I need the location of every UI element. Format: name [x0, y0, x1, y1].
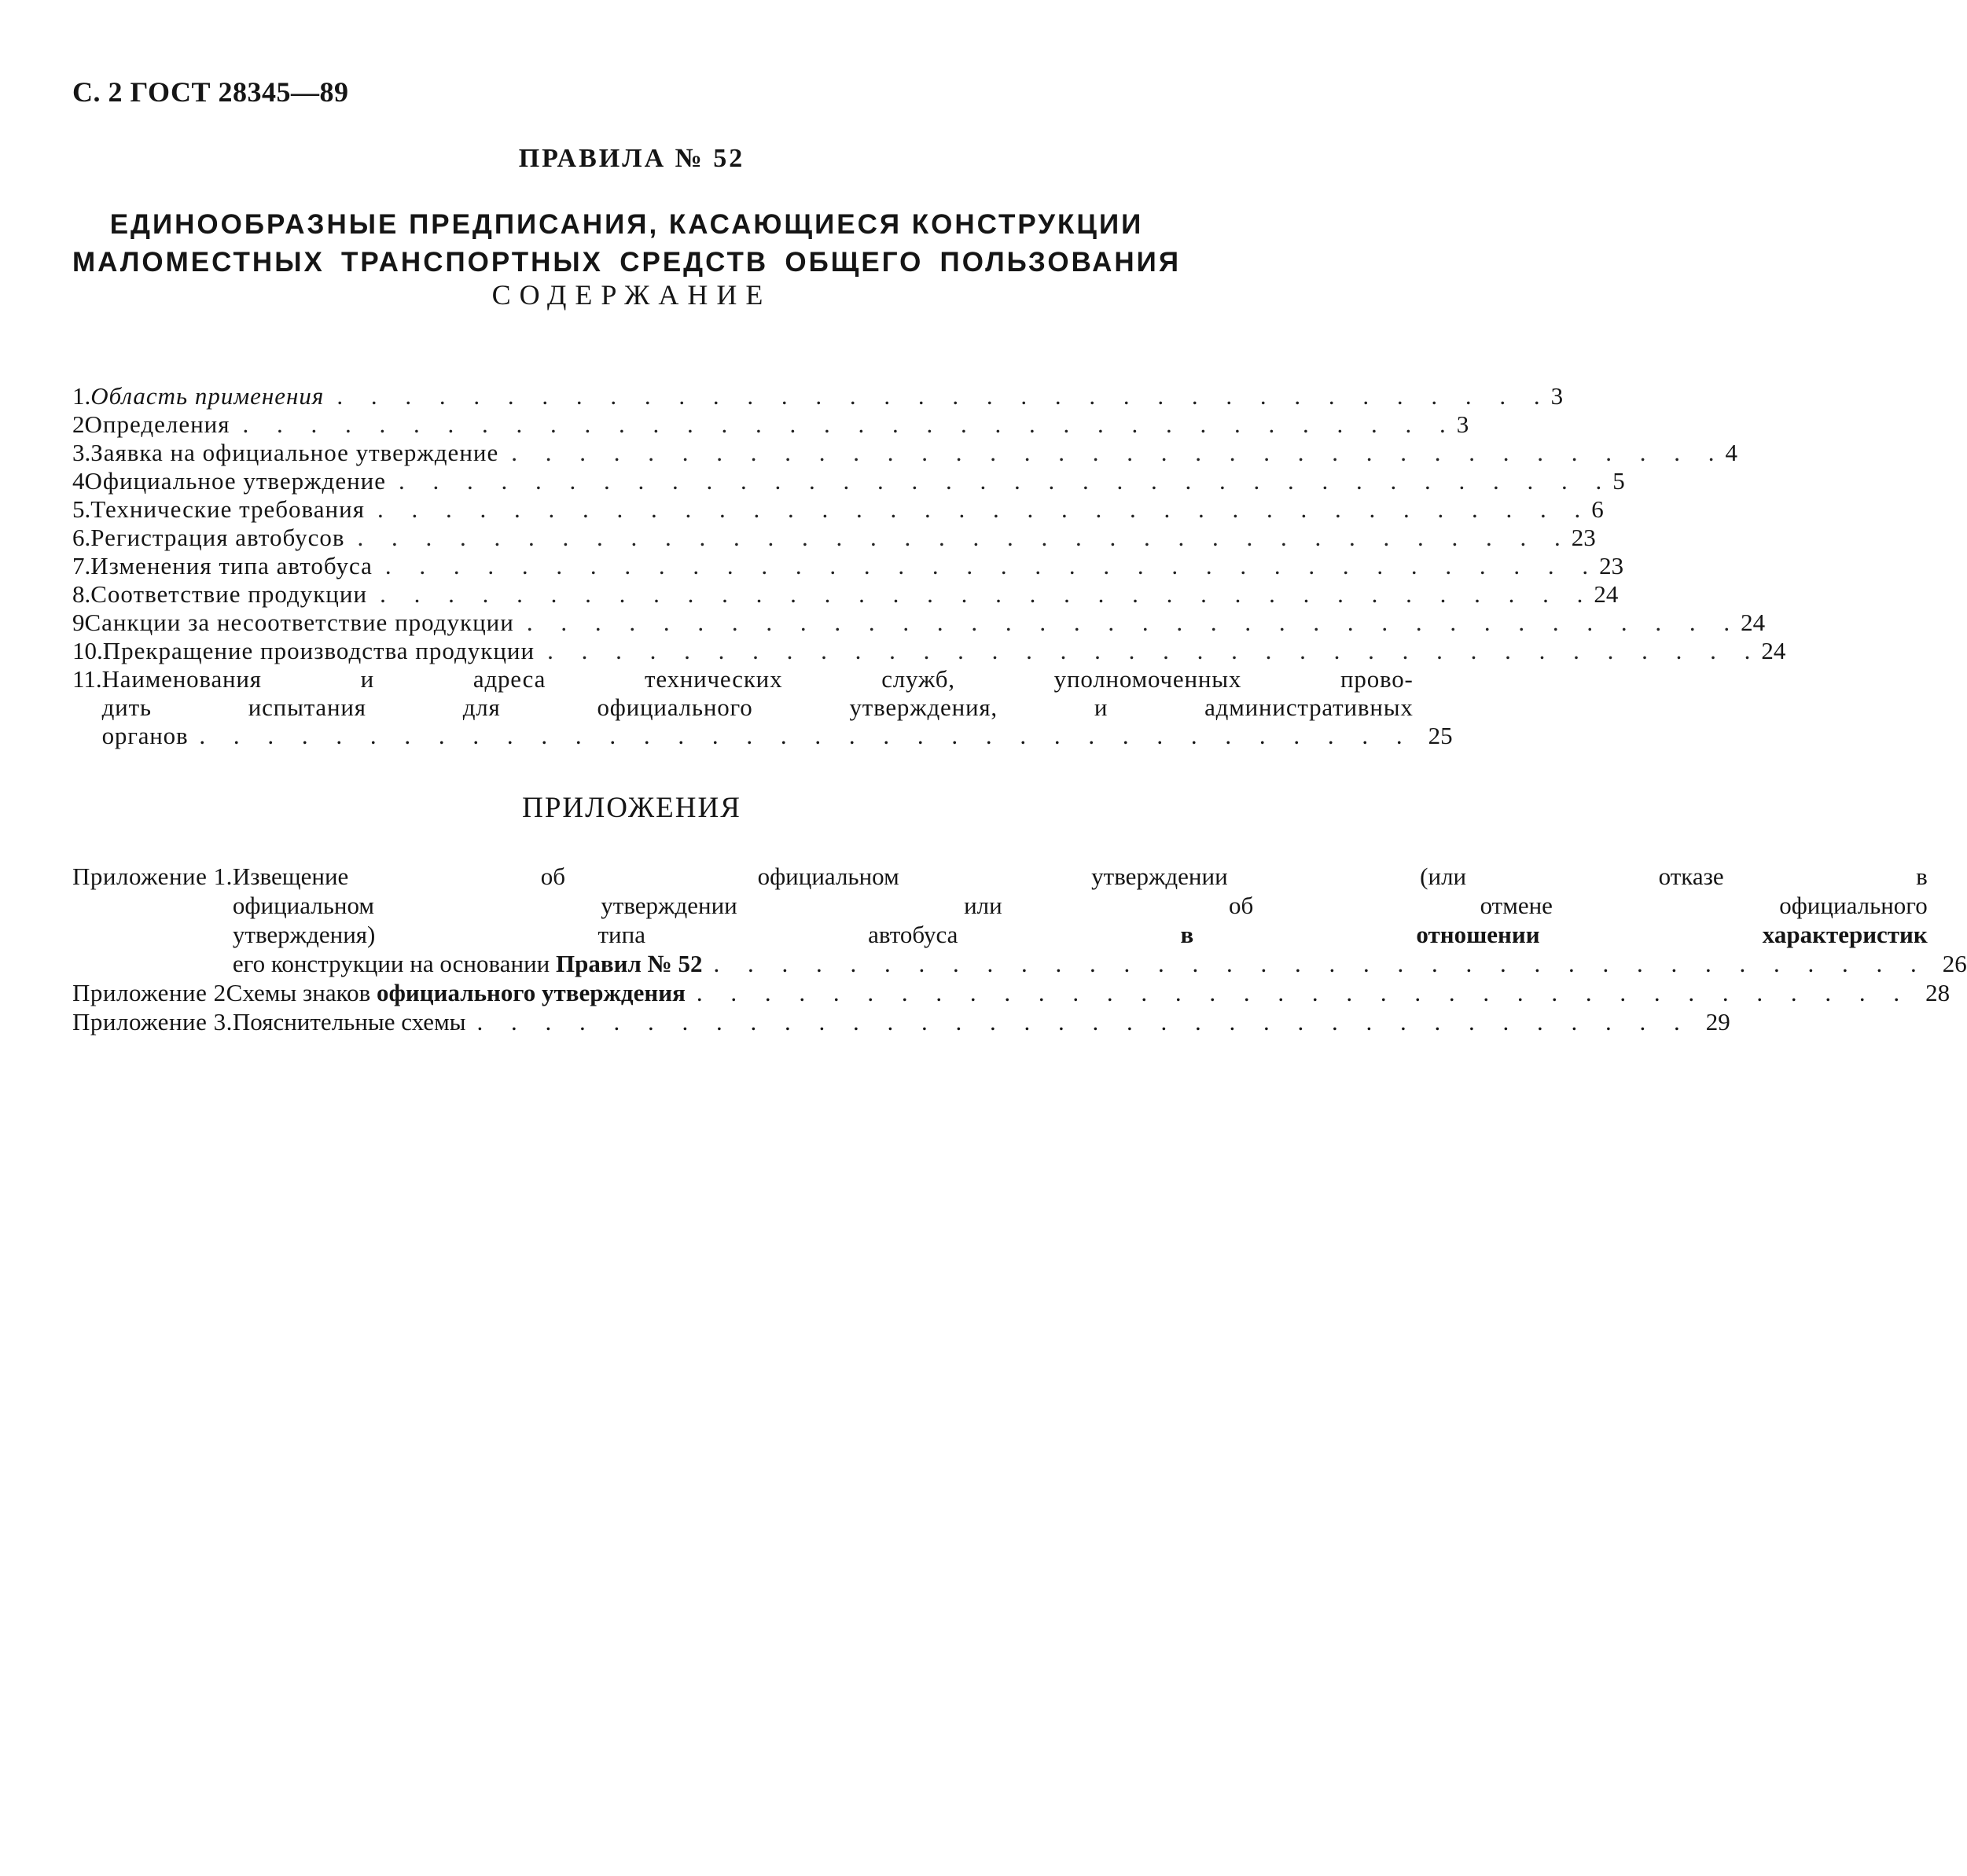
appendix-page: 26 — [1942, 950, 1967, 977]
toc-entry-title: Определения — [84, 410, 230, 438]
toc-entry-number: 3. — [72, 439, 91, 466]
toc-entry-title: Соответствие продукции — [90, 580, 368, 608]
toc-entry-page: 6 — [1591, 495, 1604, 523]
toc-entry-title: Регистрация автобусов — [90, 524, 345, 551]
leader-dots — [514, 609, 1741, 637]
appendix-entry[interactable] — [72, 1007, 1730, 1036]
toc-entry[interactable] — [72, 609, 1766, 637]
toc-entry-page: 25 — [1428, 722, 1453, 749]
toc-entry-page: 24 — [1594, 580, 1619, 608]
toc-entry-number: 11. — [72, 665, 102, 693]
toc-entry[interactable] — [72, 524, 1596, 552]
appendix-title-part: утверждения) типа автобуса — [232, 921, 958, 948]
leader-dots — [367, 580, 1594, 609]
toc-entry-page: 23 — [1571, 524, 1596, 551]
appendix-label: Приложение 2 — [72, 979, 226, 1006]
appendix-title-part: в отношении характеристик — [1180, 921, 1928, 948]
appendix-title-part: его конструкции на основании — [232, 950, 550, 977]
running-head: С. 2 ГОСТ 28345—89 — [72, 76, 349, 108]
appendix-title-line — [233, 949, 703, 978]
appendix-label: Приложение 3. — [72, 1008, 233, 1035]
toc-entry-page: 3 — [1456, 410, 1469, 438]
toc-entry-number: 6. — [72, 524, 91, 551]
toc-entry[interactable] — [72, 382, 1564, 410]
toc-entry-page: 23 — [1599, 552, 1624, 579]
table-of-contents — [72, 382, 1786, 750]
toc-entry-title-line: органов — [101, 722, 189, 749]
toc-entry-page: 24 — [1761, 637, 1786, 664]
appendix-title-line: официальном утверждении или об отмене официального — [232, 892, 1928, 919]
leader-dots — [386, 467, 1612, 495]
appendix-title-line: Извещение об официальном утверждении (или отказе в — [232, 863, 1928, 890]
appendix-page: 29 — [1705, 1008, 1730, 1035]
appendix-title-part: Правил № 52 — [556, 950, 703, 977]
appendix-title-line — [233, 920, 1967, 949]
toc-entry[interactable] — [72, 552, 1624, 580]
toc-entry-number: 8. — [72, 580, 91, 608]
toc-entry-title: Официальное утверждение — [84, 467, 387, 495]
toc-entry-page: 4 — [1725, 439, 1738, 466]
toc-entry-title: Прекращение производства продукции — [102, 637, 535, 664]
appendices-list — [72, 862, 1967, 1036]
toc-entry-number: 1. — [72, 382, 91, 410]
contents-heading: СОДЕРЖАНИЕ — [491, 279, 772, 311]
leader-dots — [365, 495, 1591, 524]
document-title-line-1: ЕДИНООБРАЗНЫЕ ПРЕДПИСАНИЯ, КАСАЮЩИЕСЯ КОНСТРУКЦИИ — [109, 209, 1144, 240]
toc-entry-number: 9 — [72, 609, 85, 636]
toc-entry-number: 10. — [72, 637, 103, 664]
appendix-label: Приложение 1. — [72, 863, 233, 890]
toc-entry-number: 7. — [72, 552, 91, 579]
toc-entry-number: 2 — [72, 410, 85, 438]
appendix-title-line: Пояснительные схемы — [232, 1008, 466, 1035]
toc-entry-title-line: Наименования и адреса технических служб, уполномоченных прово- — [101, 665, 1414, 693]
document-title — [72, 206, 1181, 281]
appendix-page: 28 — [1925, 979, 1950, 1006]
toc-entry-page: 3 — [1550, 382, 1564, 410]
toc-entry-title-line: дить испытания для официального утверждения, и административных — [101, 693, 1414, 721]
leader-dots — [345, 524, 1572, 552]
toc-entry[interactable] — [72, 637, 1786, 665]
leader-dots — [230, 410, 1457, 439]
appendix-entry[interactable] — [72, 862, 1967, 978]
toc-entry[interactable] — [72, 665, 1453, 750]
leader-dots — [324, 382, 1550, 410]
toc-entry[interactable] — [72, 467, 1625, 495]
leader-dots — [535, 637, 1761, 665]
leader-dots — [373, 552, 1599, 580]
appendix-title-part: официального утверждения — [376, 979, 686, 1006]
leader-dots — [188, 722, 1413, 750]
document-title-line-2: МАЛОМЕСТНЫХ ТРАНСПОРТНЫХ СРЕДСТВ ОБЩЕГО ПОЛЬЗОВАНИЯ — [72, 247, 1181, 278]
leader-dots — [498, 439, 1725, 467]
toc-entry[interactable] — [72, 495, 1604, 524]
toc-entry-number: 5. — [72, 495, 91, 523]
toc-entry-title: Технические требования — [90, 495, 365, 523]
toc-entry-title: Заявка на официальное утверждение — [90, 439, 499, 466]
leader-dots — [703, 949, 1928, 978]
toc-entry-title: Область применения — [90, 382, 325, 410]
appendix-entry[interactable] — [72, 978, 1950, 1007]
appendix-title-part: Схемы знаков — [226, 979, 371, 1006]
appendix-title-line — [226, 978, 686, 1007]
leader-dots — [466, 1007, 1691, 1036]
leader-dots — [686, 978, 1910, 1007]
toc-entry-page: 5 — [1612, 467, 1625, 495]
toc-entry[interactable] — [72, 410, 1469, 439]
toc-entry[interactable] — [72, 439, 1738, 467]
appendices-heading: ПРИЛОЖЕНИЯ — [522, 792, 741, 824]
toc-entry-title: Санкции за несоответствие продукции — [84, 609, 514, 636]
toc-entry[interactable] — [72, 580, 1619, 609]
toc-entry-number: 4 — [72, 467, 85, 495]
toc-entry-page: 24 — [1741, 609, 1766, 636]
rule-title: ПРАВИЛА № 52 — [518, 144, 745, 173]
toc-entry-title: Изменения типа автобуса — [90, 552, 373, 579]
